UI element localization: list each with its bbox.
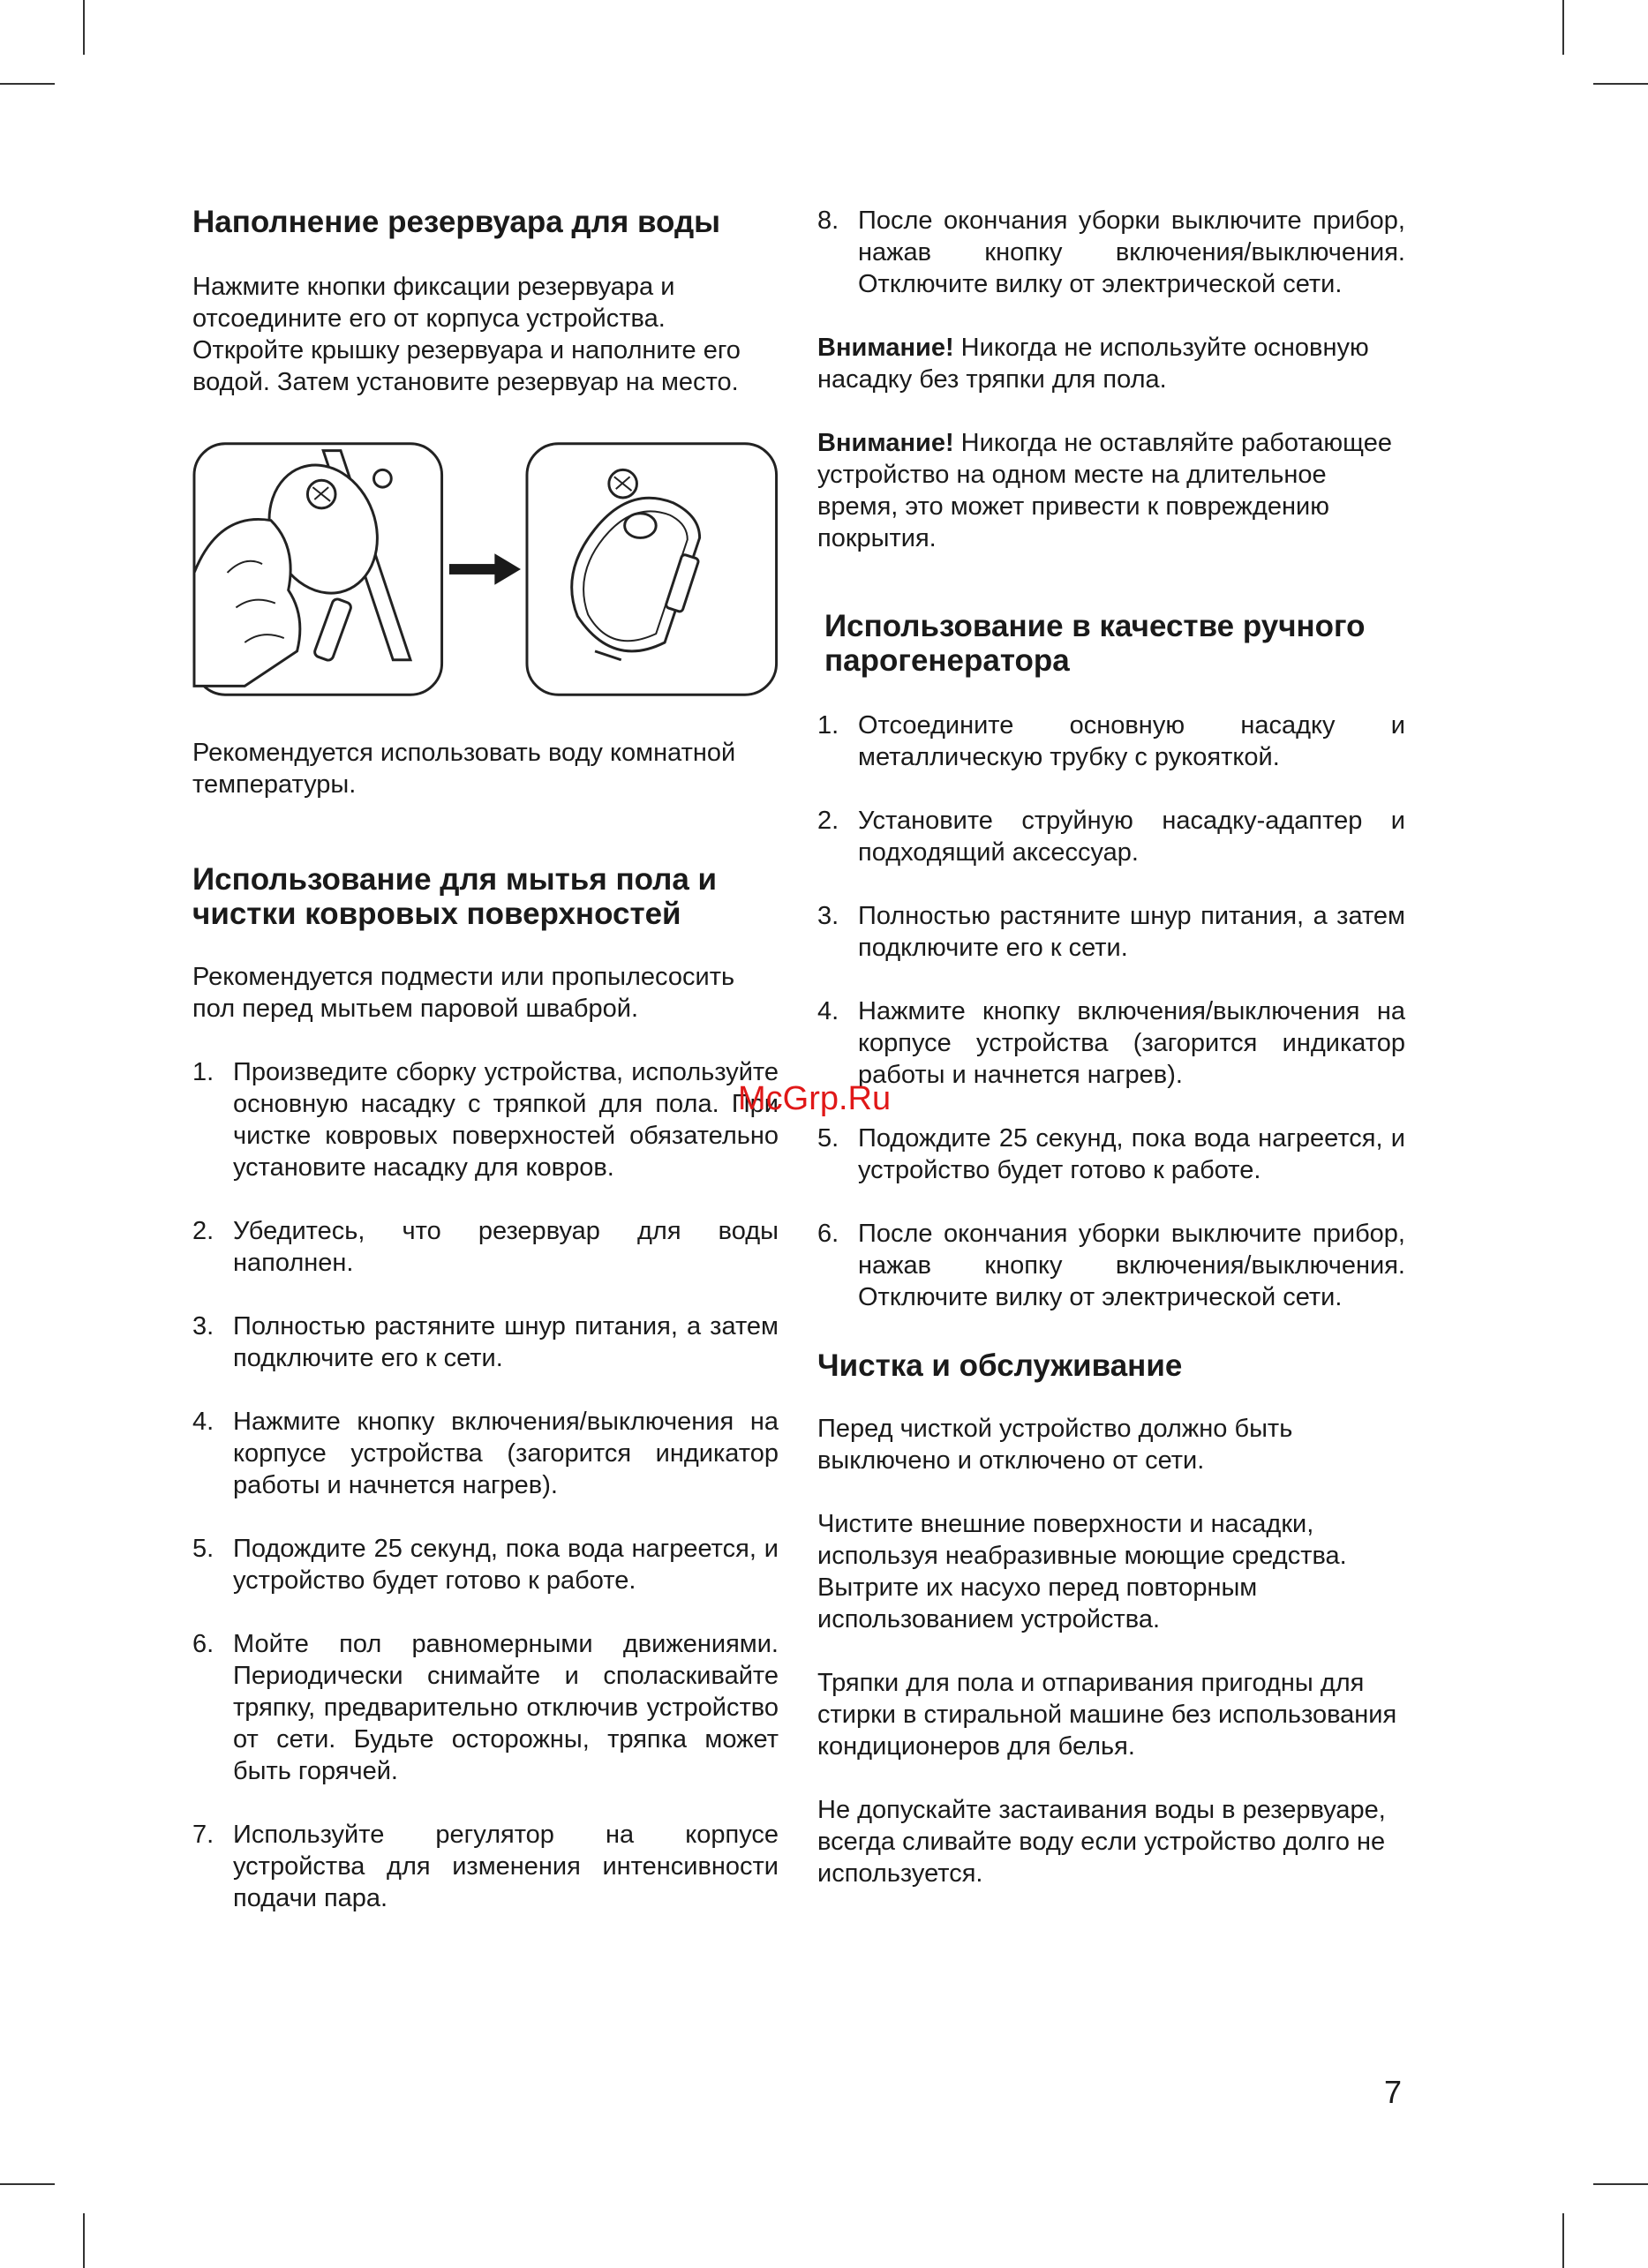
crop-mark xyxy=(0,83,55,85)
illustration-tank-filling xyxy=(192,440,779,698)
left-column xyxy=(192,205,779,1946)
list-item: 5. Подождите 25 секунд, пока вода нагреется, и устройство будет готово к работе. xyxy=(192,1535,779,1595)
paragraph: Перед чисткой устройство должно быть выключено и отключено от сети. xyxy=(817,1415,1293,1475)
list-item: 6. После окончания уборки выключите прибор, нажав кнопку включения/выключения. Отключите вилку от электрической сети. xyxy=(817,1220,1405,1311)
crop-mark xyxy=(1562,2213,1564,2268)
crop-mark xyxy=(1593,83,1648,85)
list-item: 4. Нажмите кнопку включения/выключения на корпусе устройства (загорится индикатор работы и начнется нагрев). xyxy=(192,1408,779,1499)
steps-list-floor-continued xyxy=(817,205,1405,300)
list-item: 2. Установите струйную насадку-адаптер и подходящий аксессуар. xyxy=(817,807,1405,867)
crop-mark xyxy=(83,2213,85,2268)
steps-list-floor xyxy=(192,1056,779,1914)
list-item: 5. Подождите 25 секунд, пока вода нагреется, и устройство будет готово к работе. xyxy=(817,1124,1405,1184)
hand-releasing-tank-illustration xyxy=(192,440,444,698)
section-heading-floor: Использование для мытья пола и чистки ковровых поверхностей xyxy=(192,862,718,931)
list-item: 3. Полностью растяните шнур питания, а затем подключите его к сети. xyxy=(817,902,1405,962)
paragraph: Не допускайте застаивания воды в резервуаре, всегда сливайте воду если устройство долго не используется. xyxy=(817,1796,1386,1888)
warning-note: Внимание! Никогда не оставляйте работающее устройство на одном месте на длительное время, это может привести к повреждению покрытия. xyxy=(817,429,1392,552)
arrow-right-icon xyxy=(446,552,524,587)
paragraph: Тряпки для пола и отпаривания пригодны для стирки в стиральной машине без использования кондиционеров для белья. xyxy=(817,1669,1397,1761)
paragraph: Рекомендуется подмести или пропылесосить пол перед мытьем паровой шваброй. xyxy=(192,963,735,1023)
crop-mark xyxy=(0,2183,55,2185)
list-item: 1. Произведите сборку устройства, используйте основную насадку с тряпкой для пола. При чистке ковровых поверхностей обязательно установите насадку для ковров. xyxy=(192,1058,779,1182)
steps-list-handheld xyxy=(817,710,1405,1313)
watermark: McGrp.Ru xyxy=(738,1080,892,1117)
page-number: 7 xyxy=(1384,2074,1403,2110)
section-heading-tank: Наполнение резервуара для воды xyxy=(192,205,721,239)
list-item: 1. Отсоедините основную насадку и металлическую трубку с рукояткой. xyxy=(817,711,1405,771)
list-item: 4. Нажмите кнопку включения/выключения на корпусе устройства (загорится индикатор работы и начнется нагрев). xyxy=(817,997,1405,1089)
list-item: 7. Используйте регулятор на корпусе устройства для изменения интенсивности подачи пара. xyxy=(192,1821,779,1912)
crop-mark xyxy=(1593,2183,1648,2185)
warning-note: Внимание! Никогда не используйте основную насадку без тряпки для пола. xyxy=(817,334,1369,394)
tank-illustration xyxy=(525,440,779,698)
list-item: 6. Мойте пол равномерными движениями. Периодически снимайте и споласкивайте тряпку, предварительно отключив устройство от сети. Будьте осторожны, тряпка может быть горячей. xyxy=(192,1630,779,1785)
list-item: 2. Убедитесь, что резервуар для воды наполнен. xyxy=(192,1217,779,1277)
paragraph: Рекомендуется использовать воду комнатной температуры. xyxy=(192,739,736,799)
paragraph: Нажмите кнопки фиксации резервуара и отсоедините его от корпуса устройства. Откройте крышку резервуара и наполните его водой. Затем установите резервуар на место. xyxy=(192,273,741,396)
crop-mark xyxy=(1562,0,1564,55)
right-column xyxy=(817,205,1405,1889)
crop-mark xyxy=(83,0,85,55)
section-heading-handheld: Использование в качестве ручного парогенератора xyxy=(824,609,1366,678)
list-item: 3. Полностью растяните шнур питания, а затем подключите его к сети. xyxy=(192,1312,779,1372)
list-item: 8. После окончания уборки выключите прибор, нажав кнопку включения/выключения. Отключите вилку от электрической сети. xyxy=(817,207,1405,298)
section-heading-maintenance: Чистка и обслуживание xyxy=(817,1348,1183,1383)
paragraph: Чистите внешние поверхности и насадки, используя неабразивные моющие средства. Вытрите их насухо перед повторным использованием устройства. xyxy=(817,1510,1347,1633)
